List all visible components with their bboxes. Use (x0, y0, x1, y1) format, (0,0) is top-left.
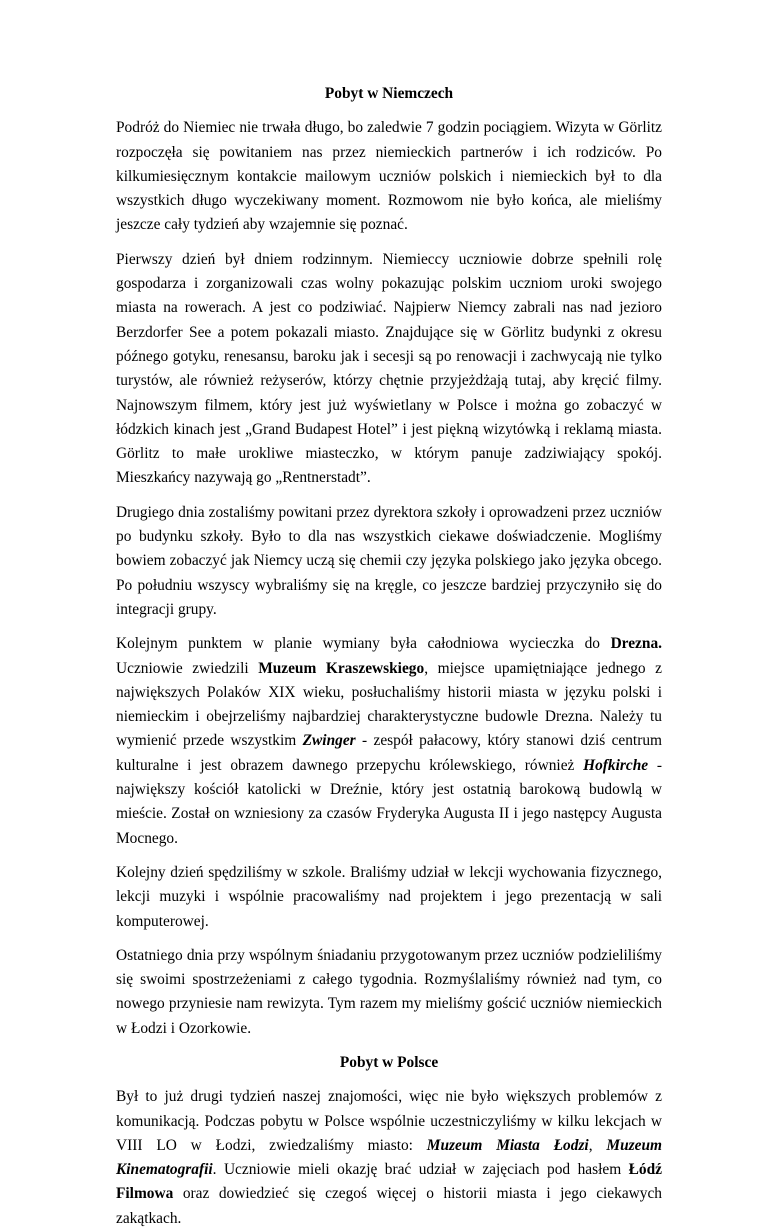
paragraph-dresden-trip (116, 632, 662, 851)
text-run: oraz dowiedzieć się czegoś więcej o historii miasta i jego ciekawych zakątkach. (116, 1185, 662, 1227)
text-run: . Uczniowie mieli okazję brać udział w zajęciach pod hasłem (212, 1161, 629, 1179)
text-run: , (588, 1136, 607, 1154)
bold-museum-kraszewskiego: Muzeum Kraszewskiego (258, 659, 425, 677)
bold-italic-zwinger: Zwinger (302, 732, 356, 750)
text-run: Kolejnym punktem w planie wymiany była całodniowa wycieczka do (116, 635, 611, 653)
paragraph-arrival: Podróż do Niemiec nie trwała długo, bo zaledwie 7 godzin pociągiem. Wizyta w Görlitz rozpoczęła się powitaniem nas przez niemieckich partnerów i ich rodziców. Po kilkumiesięcznym kontakcie mailowym uczniów polskich i niemieckich był to dla wszystkich długo wyczekiwany moment. Rozmowom nie było końca, ale mieliśmy jeszcze cały tydzień aby wzajemnie się poznać. (116, 119, 662, 234)
paragraph-school-day: Kolejny dzień spędziliśmy w szkole. Braliśmy udział w lekcji wychowania fizycznego, lekcji muzyki i wspólnie pracowaliśmy nad projektem i jego prezentacją w sali komputerowej. (116, 863, 662, 930)
paragraph-last-day: Ostatniego dnia przy wspólnym śniadaniu przygotowanym przez uczniów podzieliliśmy się swoimi spostrzeżeniami z całego tygodnia. Rozmyślaliśmy również nad tym, co nowego przyniesie nam rewizyta. Tym razem my mieliśmy gościć uczniów niemieckich w Łodzi i Ozorkowie. (116, 946, 662, 1037)
text-run: , miejsce upamiętniające jednego z największych Polaków XIX wieku, posłuchaliśmy historii miasta w języku polski i niemieckim i obejrzeliśmy najbardziej charakterystyczne budowle Drezna. Należy tu wymienić przede wszystkim (116, 659, 662, 750)
text-run: - zespół pałacowy, który stanowi dziś centrum kulturalne i jest obrazem dawnego przepychu królewskiego, również (116, 732, 662, 774)
bold-italic-museum-lodz: Muzeum Miasta Łodzi (426, 1136, 589, 1154)
bold-italic-museum-cinematography: Muzeum Kinematografii (116, 1136, 663, 1179)
text-run: Uczniowie zwiedzili (116, 659, 259, 677)
paragraph-first-day: Pierwszy dzień był dniem rodzinnym. Niemieccy uczniowie dobrze spełnili rolę gospodarza i zorganizowali czas wolny pokazując polskim uczniom uroki swojego miasta na rowerach. A jest co podziwiać. Najpierw Niemcy zabrali nas nad jezioro Berzdorfer See a potem pokazali miasto. Znajdujące się w Görlitz budynki z okresu późnego gotyku, renesansu, baroku jak i secesji są po renowacji i zachwycają nie tylko turystów, ale również reżyserów, którzy chętnie przyjeżdżają tutaj, aby kręcić filmy. Najnowszym filmem, który jest już wyświetlany w Polsce i można go zobaczyć w łódzkich kinach jest „Grand Budapest Hotel” i jest piękną wizytówką i reklamą miasta. Görlitz to małe urokliwe miasteczko, w którym panuje zadziwiający spokój. Mieszkańcy nazywają go „Rentnerstadt”. (116, 250, 662, 487)
section-title-germany: Pobyt w Niemczech (324, 85, 454, 102)
text-run: - największy kościół katolicki w Dreźnie, który jest ostatnią barokową budowlą w mieście. Został on wzniesiony za czasów Fryderyka Augusta II i jego następcy Augusta Mocnego. (116, 756, 662, 847)
bold-lodz-filmowa: Łódź Filmowa (116, 1161, 662, 1203)
bold-dresden: Drezna. (610, 635, 662, 653)
section-title-poland: Pobyt w Polsce (339, 1053, 439, 1071)
bold-italic-hofkirche: Hofkirche (583, 756, 649, 774)
paragraph-poland-stay (116, 1085, 662, 1231)
text-run: Był to już drugi tydzień naszej znajomości, więc nie było większych problemów z komunikacją. Podczas pobytu w Polsce wspólnie uczestniczyliśmy w kilku lekcjach w VIII LO w Łodzi, zwiedzaliśmy miasto: (116, 1088, 662, 1154)
paragraph-second-day: Drugiego dnia zostaliśmy powitani przez dyrektora szkoły i oprowadzeni przez uczniów po budynku szkoły. Było to dla nas wszystkich ciekawe doświadczenie. Mogliśmy bowiem zobaczyć jak Niemcy uczą się chemii czy języka polskiego jako języka obcego. Po południu wszyscy wybraliśmy się na kręgle, co jeszcze bardziej przyczyniło się do integracji grupy. (116, 503, 662, 618)
